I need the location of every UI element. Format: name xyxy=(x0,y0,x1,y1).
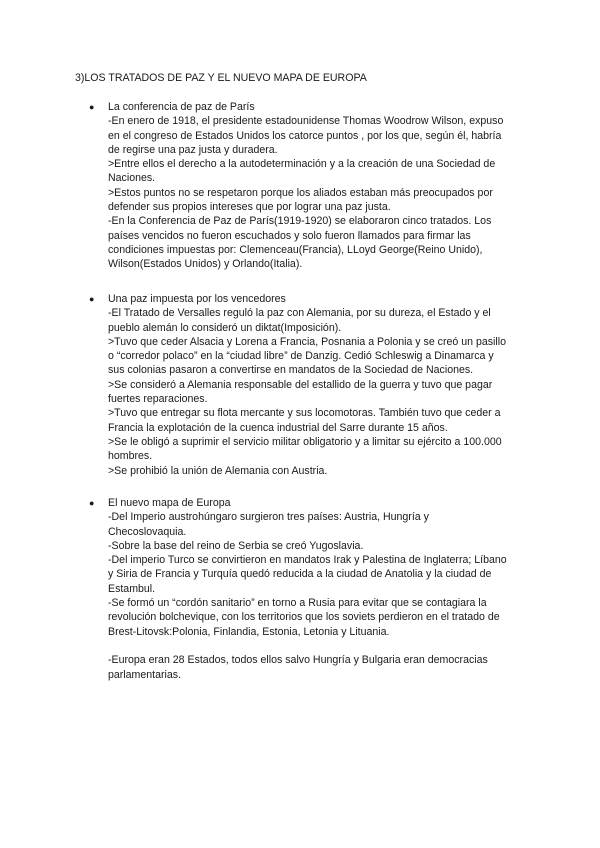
section-heading: La conferencia de paz de París xyxy=(108,101,255,113)
text-line: Estambul. xyxy=(108,582,156,595)
text-line: Naciones. xyxy=(108,172,156,185)
text-line: -Del Imperio austrohúngaro surgieron tres países: Austria, Hungría y xyxy=(108,511,429,524)
text-line: -En la Conferencia de Paz de París(1919-1920) se elaboraron cinco tratados. Los xyxy=(108,215,492,228)
section-new-europe-map xyxy=(75,496,535,682)
text-line: parlamentarias. xyxy=(108,668,182,681)
text-line: >Se prohibió la unión de Alemania con Austria. xyxy=(108,464,328,477)
text-line: Checoslovaquia. xyxy=(108,525,187,538)
text-line: -Del imperio Turco se convirtieron en mandatos Irak y Palestina de Inglaterra; Líbano xyxy=(108,554,507,567)
bullet-icon: ● xyxy=(89,498,95,508)
text-line: y Siria de Francia y Turquía quedó reducida a la ciudad de Anatolia y la ciudad de xyxy=(108,568,492,581)
bullet-icon: ● xyxy=(89,102,95,112)
text-line: de regirse una paz justa y duradera. xyxy=(108,143,278,156)
text-line: en el congreso de Estados Unidos los catorce puntos , por los que, según él, habría xyxy=(108,129,502,142)
text-line: >Se le obligó a suprimir el servicio militar obligatorio y a limitar su ejército a 100.000 xyxy=(108,435,502,448)
text-line: -Europa eran 28 Estados, todos ellos salvo Hungría y Bulgaria eran democracias xyxy=(108,654,488,667)
text-line: >Estos puntos no se respetaron porque los aliados estaban más preocupados por xyxy=(108,186,493,199)
text-line: >Se consideró a Alemania responsable del estallido de la guerra y tuvo que pagar xyxy=(108,378,493,391)
text-line: Francia la explotación de la cuenca industrial del Sarre durante 15 años. xyxy=(108,421,448,434)
paragraph-gap xyxy=(75,639,535,653)
text-line: -Sobre la base del reino de Serbia se creó Yugoslavia. xyxy=(108,539,364,552)
text-line: -Se formó un “cordón sanitario” en torno a Rusia para evitar que se contagiara la xyxy=(108,597,487,610)
text-line: fuertes reparaciones. xyxy=(108,393,208,406)
text-line: sus colonias pasaron a convertirse en mandatos de la Sociedad de Naciones. xyxy=(108,364,474,377)
text-line: o “corredor polaco” en la “ciudad libre” de Danzig. Cedió Schleswig a Dinamarca y xyxy=(108,350,494,363)
text-line: >Tuvo que ceder Alsacia y Lorena a Francia, Posnania a Polonia y se creó un pasillo xyxy=(108,335,506,348)
text-line: -En enero de 1918, el presidente estadounidense Thomas Woodrow Wilson, expuso xyxy=(108,115,504,128)
text-line: Wilson(Estados Unidos) y Orlando(Italia). xyxy=(108,258,303,271)
text-line: condiciones impuestas por: Clemenceau(Francia), LLoyd George(Reino Unido), xyxy=(108,243,483,256)
text-line: hombres. xyxy=(108,450,153,463)
text-line: Brest-Litovsk:Polonia, Finlandia, Estonia, Letonia y Lituania. xyxy=(108,625,390,638)
page-title: 3)LOS TRATADOS DE PAZ Y EL NUEVO MAPA DE EUROPA xyxy=(75,72,367,84)
section-heading: Una paz impuesta por los vencedores xyxy=(108,293,286,305)
section-heading: El nuevo mapa de Europa xyxy=(108,497,231,509)
text-line: defender sus propios intereses que por lograr una paz justa. xyxy=(108,201,391,214)
section-paris-conference xyxy=(75,100,535,272)
text-line: revolución bolchevique, con los territorios que los soviets perdieron en el tratado de xyxy=(108,611,500,624)
text-line: >Tuvo que entregar su flota mercante y sus locomotoras. También tuvo que ceder a xyxy=(108,407,501,420)
text-line: >Entre ellos el derecho a la autodeterminación y a la creación de una Sociedad de xyxy=(108,158,496,171)
text-line: pueblo alemán lo consideró un diktat(Imposición). xyxy=(108,321,342,334)
text-line: -El Tratado de Versalles reguló la paz con Alemania, por su dureza, el Estado y el xyxy=(108,307,491,320)
text-line: países vencidos no fueron escuchados y solo fueron llamados para firmar las xyxy=(108,229,471,242)
bullet-icon: ● xyxy=(89,294,95,304)
section-imposed-peace xyxy=(75,292,535,478)
